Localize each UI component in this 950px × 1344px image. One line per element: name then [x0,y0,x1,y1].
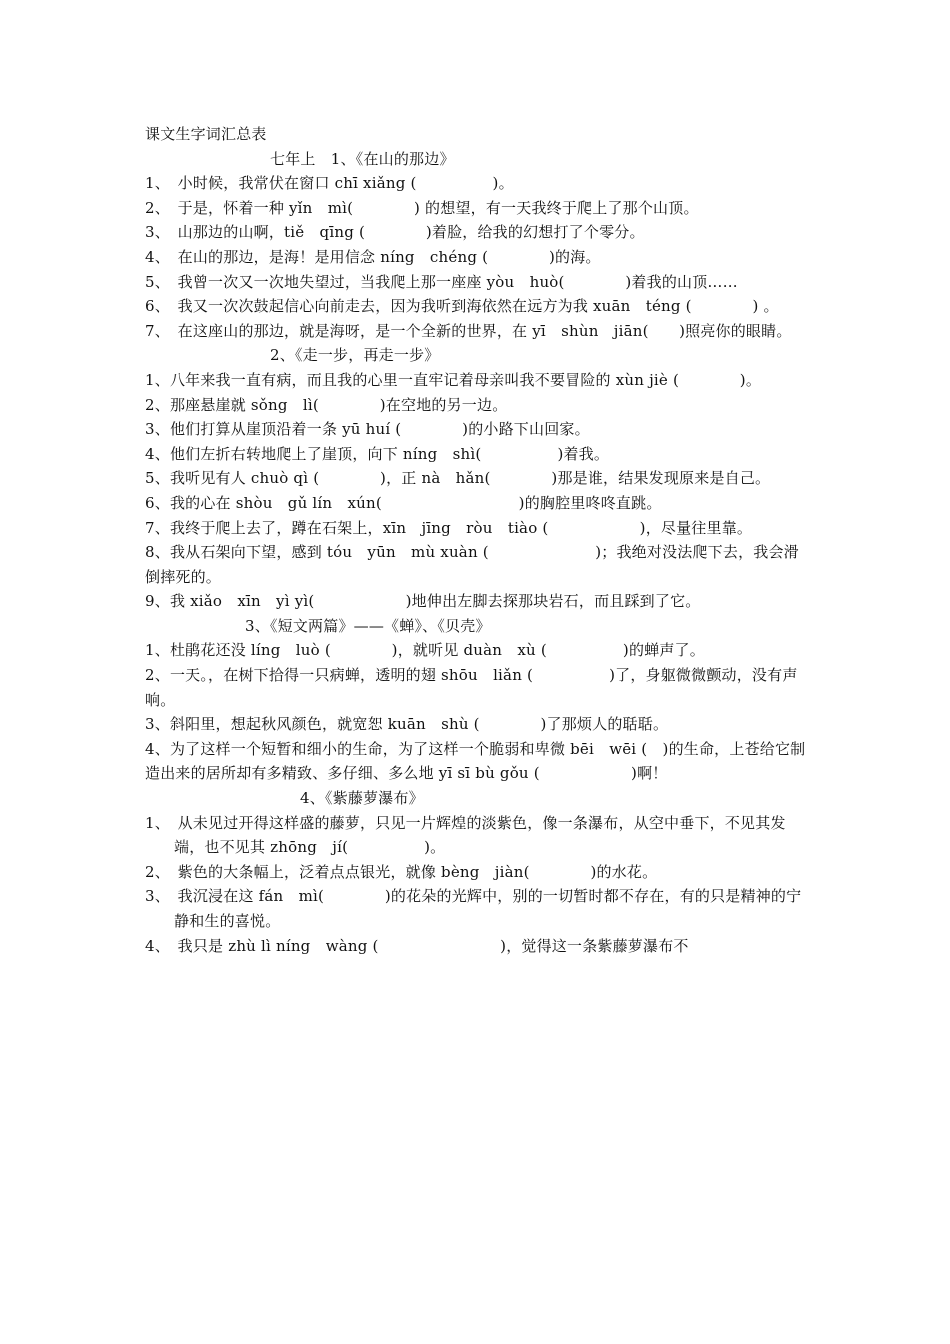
exercise-item: 1、杜鹃花还没 líng luò ( )，就听见 duàn xù ( )的蝉声了。 [145,641,705,660]
exercise-item: 4、他们左折右转地爬上了崖顶，向下 níng shì( )着我。 [145,444,610,463]
exercise-item: 1、八年来我一直有病，而且我的心里一直牢记着母亲叫我不要冒险的 xùn jiè ( )。 [145,370,762,389]
exercise-item: 4、为了这样一个短暂和细小的生命，为了这样一个脆弱和卑微 bēi wēi ( )的生命，上苍给它制造出来的居所却有多精致、多仔细、多么地 yī sī bù gǒu ( )啊！ [145,739,806,783]
section-heading: 七年上 1、《在山的那边》 [270,149,455,168]
exercise-item: 8、我从石架向下望，感到 tóu yūn mù xuàn ( )；我绝对没法爬下去，我会滑倒摔死的。 [145,543,799,586]
exercise-item: 7、 在这座山的那边，就是海呀，是一个全新的世界，在 yī shùn jiān( )照亮你的眼睛。 [145,321,792,340]
exercise-item: 5、我听见有人 chuò qì ( )，正 nà hǎn( )那是谁，结果发现原来是自己。 [145,469,771,488]
exercise-item: 2、那座悬崖就 sǒng lì( )在空地的另一边。 [145,395,508,414]
exercise-item: 2、 紫色的大条幅上，泛着点点银光，就像 bèng jiàn( )的水花。 [145,862,658,881]
exercise-item: 3、 我沉浸在这 fán mì( )的花朵的光辉中，别的一切暂时都不存在，有的只是精神的宁静和生的喜悦。 [145,887,802,930]
exercise-item: 3、他们打算从崖顶沿着一条 yū huí ( )的小路下山回家。 [145,420,590,439]
exercise-item: 3、 山那边的山啊，tiě qīng ( )着脸，给我的幻想打了个零分。 [145,223,645,242]
exercise-item: 9、我 xiǎo xīn yì yì( )地伸出左脚去探那块岩石，而且踩到了它。 [145,592,701,611]
document-page [145,122,810,958]
section-heading: 4、《紫藤萝瀑布》 [300,789,424,808]
document-title: 课文生字词汇总表 [145,125,267,143]
sections-container [145,147,810,959]
exercise-item: 4、 我只是 zhù lì níng wàng ( )，觉得这一条紫藤萝瀑布不 [145,936,689,955]
exercise-item: 2、 于是，怀着一种 yǐn mì( ) 的想望，有一天我终于爬上了那个山顶。 [145,198,699,217]
exercise-item: 7、我终于爬上去了，蹲在石架上，xīn jīng ròu tiào ( )，尽量往里靠。 [145,518,753,537]
section-heading: 2、《走一步，再走一步》 [270,346,440,365]
section-heading: 3、《短文两篇》——《蝉》、《贝壳》 [245,616,491,635]
exercise-item: 5、 我曾一次又一次地失望过，当我爬上那一座座 yòu huò( )着我的山顶…… [145,272,738,291]
exercise-item: 6、 我又一次次鼓起信心向前走去，因为我听到海依然在远方为我 xuān téng ( ) 。 [145,297,779,316]
exercise-item: 3、斜阳里，想起秋风颜色，就宽恕 kuān shù ( )了那烦人的聒聒。 [145,715,669,734]
exercise-item: 4、 在山的那边，是海！是用信念 níng chéng ( )的海。 [145,247,601,266]
exercise-item: 6、我的心在 shòu gǔ lín xún( )的胸腔里咚咚直跳。 [145,493,662,512]
exercise-item: 2、一天。，在树下拾得一只病蝉，透明的翅 shōu liǎn ( )了，身躯微微颤动，没有声响。 [145,666,798,709]
exercise-item: 1、 小时候，我常伏在窗口 chī xiǎng ( )。 [145,174,514,193]
exercise-item: 1、 从未见过开得这样盛的藤萝，只见一片辉煌的淡紫色，像一条瀑布，从空中垂下，不见其发端，也不见其 zhōng jí( )。 [145,813,786,857]
